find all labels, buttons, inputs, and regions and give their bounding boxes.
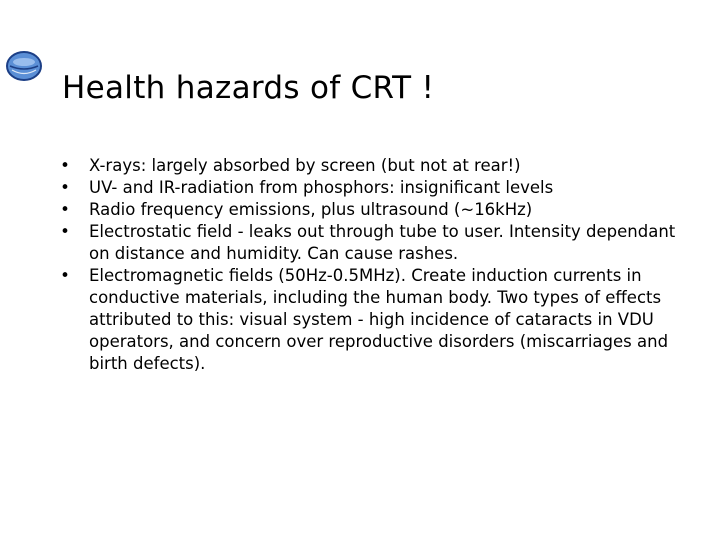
list-item [58, 221, 698, 265]
bullet-text: Radio frequency emissions, plus ultrasound (~16kHz) [89, 200, 533, 219]
bullet-icon: • [60, 222, 70, 241]
bullet-icon: • [60, 156, 70, 175]
bullet-list [58, 155, 698, 375]
list-item [58, 177, 698, 199]
bullet-text: Electromagnetic fields (50Hz-0.5MHz). Create induction currents in conductive materials, including the human body. Two types of effects attributed to this: visual system - high incidence of cataracts in VDU operators, and concern over reproductive disorders (miscarriages and birth defects). [89, 266, 669, 373]
list-item [58, 199, 698, 221]
slide-title: Health hazards of CRT ! [62, 70, 435, 106]
bullet-text: Electrostatic field - leaks out through tube to user. Intensity dependant on distance and humidity. Can cause rashes. [89, 222, 676, 263]
bullet-text: UV- and IR-radiation from phosphors: insignificant levels [89, 178, 554, 197]
bullet-icon: • [60, 266, 70, 285]
bullet-icon: • [60, 200, 70, 219]
bullet-text: X-rays: largely absorbed by screen (but not at rear!) [89, 156, 521, 175]
bullet-icon: • [60, 178, 70, 197]
blue-oval-logo-icon [4, 46, 44, 86]
list-item [58, 155, 698, 177]
list-item [58, 265, 698, 375]
